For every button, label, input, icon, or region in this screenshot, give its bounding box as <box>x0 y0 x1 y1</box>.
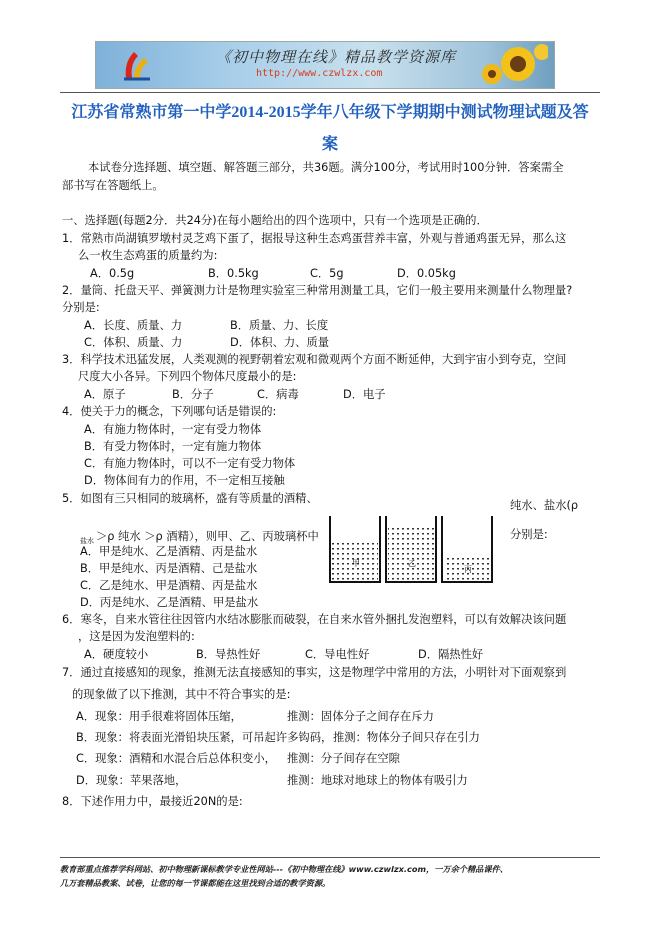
q5-right-text: 纯水、盐水(ρ <box>510 499 579 512</box>
site-logo-icon <box>120 48 154 82</box>
q2-option-c: C．体积、质量、力 <box>84 336 183 349</box>
beaker-label-jia: 甲 <box>352 559 360 568</box>
section-heading: 一、选择题(每题2分．共24分)在每小题给出的四个选项中，只有一个选项是正确的． <box>62 214 488 227</box>
q3-option-a: A．原子 <box>84 388 126 401</box>
q5-option-d: D．丙是纯水、乙是酒精、甲是盐水 <box>80 596 259 609</box>
beaker-label-bing: 丙 <box>464 565 472 574</box>
q4-line1: 4．使关于力的概念，下列哪句话是错误的: <box>62 405 277 418</box>
q5-line2: ＞ρ 纯水 ＞ρ 酒精），则甲、乙、丙玻璃杯中 <box>96 530 319 543</box>
q2-option-d: D．体积、力、质量 <box>230 336 330 349</box>
q5-line2-right: 分别是: <box>510 528 548 541</box>
intro-line1: 本试卷分选择题、填空题、解答题三部分，共36题。满分100分，考试用时100分钟．答案需全 <box>88 161 564 174</box>
q2-option-a: A．长度、质量、力 <box>84 319 183 332</box>
q5-option-b: B．甲是纯水、丙是酒精、己是盐水 <box>80 562 258 575</box>
q4-option-a: A．有施力物体时，一定有受力物体 <box>84 423 262 436</box>
q7-option-b-phenomenon: B．现象：将表面光滑铅块压紧，可吊起许多钩码， <box>76 731 333 744</box>
q1-line2: 么一枚生态鸡蛋的质量约为: <box>78 249 218 262</box>
beaker-jia <box>330 516 380 582</box>
q6-option-b: B．导热性好 <box>196 648 261 661</box>
q7-option-b-inference: 推测：物体分子间只存在引力 <box>333 731 480 744</box>
q3-option-b: B．分子 <box>172 388 214 401</box>
q2-option-b: B．质量、力、长度 <box>230 319 329 332</box>
sunflower-icon <box>478 44 548 86</box>
q7-option-c-phenomenon: C．现象：酒精和水混合后总体积变小， <box>76 752 276 765</box>
q5-option-c: C．乙是纯水、甲是酒精、丙是盐水 <box>80 579 258 592</box>
footer-line2: 几万套精品教案、试卷，让您的每一节课都能在这里找到合适的教学资源。 <box>60 878 331 888</box>
footer-rule <box>60 857 600 858</box>
q7-line1: 7．通过直接感知的现象，推测无法直接感知的事实，这是物理学中常用的方法，小明针对下面观察到 <box>62 666 567 679</box>
q7-option-d-inference: 推测：地球对地球上的物体有吸引力 <box>287 774 468 787</box>
q3-line1: 3．科学技术迅猛发展，人类观测的视野朝着宏观和微观两个方面不断延伸，大到宇宙小到夸克，空间 <box>62 353 567 366</box>
banner-title: 《初中物理在线》精品教学资源库 <box>216 48 457 66</box>
q4-option-d: D．物体间有力的作用，不一定相互接触 <box>84 474 285 487</box>
beaker-label-yi: 乙 <box>408 559 416 568</box>
q5-density-subscript: 盐水 <box>80 537 94 545</box>
q6-line2: ，这是因为发泡塑料的: <box>78 630 195 643</box>
footer <box>60 862 605 890</box>
q1-option-a: A．0.5g <box>90 267 135 280</box>
q1-option-c: C．5g <box>310 267 344 280</box>
q7-option-c-inference: 推测：分子间存在空隙 <box>287 752 400 765</box>
q1-line1: 1．常熟市尚湖镇罗墩村灵芝鸡下蛋了，据报导这种生态鸡蛋营养丰富，外观与普通鸡蛋无异，那么这 <box>62 232 567 245</box>
q3-option-d: D．电子 <box>343 388 386 401</box>
document-title <box>62 97 598 161</box>
q2-line1: 2．量筒、托盘天平、弹簧测力计是物理实验室三种常用测量工具，它们一般主要用来测量什么物理量? <box>62 284 573 297</box>
q6-line1: 6．寒冬，自来水管往往因管内水结冰膨胀而破裂，在自来水管外捆扎发泡塑料，可以有效解决该问题 <box>62 613 567 626</box>
q4-option-b: B．有受力物体时，一定有施力物体 <box>84 440 262 453</box>
q6-option-a: A．硬度较小 <box>84 648 149 661</box>
three-beakers-figure <box>326 512 496 584</box>
q2-line2: 分别是: <box>62 301 100 314</box>
q3-option-c: C．病毒 <box>257 388 299 401</box>
footer-line1: 教育部重点推荐学科网站、初中物理新课标教学专业性网站---《初中物理在线》www.czwlzx.com，一万余个精品课件、 <box>60 864 508 874</box>
header-banner <box>95 41 555 89</box>
beaker-yi <box>386 516 436 582</box>
q6-option-c: C．导电性好 <box>305 648 370 661</box>
intro-line2: 部书写在答题纸上。 <box>62 179 164 192</box>
q7-option-a-inference: 推测：固体分子之间存在斥力 <box>287 710 434 723</box>
document-title-line2: 案 <box>321 136 338 153</box>
q8-line1: 8．下述作用力中，最接近20N的是: <box>62 795 243 808</box>
q5-option-a: A．甲是纯水、乙是酒精、丙是盐水 <box>80 545 258 558</box>
banner-url: http://www.czwlzx.com <box>256 68 383 79</box>
q7-line2: 的现象做了以下推测，其中不符合事实的是: <box>72 688 291 701</box>
q6-option-d: D．隔热性好 <box>418 648 484 661</box>
q5-line1: 5．如图有三只相同的玻璃杯，盛有等质量的酒精、 <box>62 492 318 505</box>
header-rule <box>60 92 600 93</box>
q7-option-d-phenomenon: D．现象：苹果落地， <box>76 774 187 787</box>
q7-option-a-phenomenon: A．现象：用手很难将固体压缩， <box>76 710 242 723</box>
q1-option-b: B．0.5kg <box>208 267 259 280</box>
q3-line2: 尺度大小各异。下列四个物体尺度最小的是: <box>78 370 297 383</box>
q1-option-d: D．0.05kg <box>397 267 456 280</box>
document-title-line1: 江苏省常熟市第一中学2014-2015学年八年级下学期期中测试物理试题及答 <box>71 104 589 121</box>
q4-option-c: C．有施力物体时，可以不一定有受力物体 <box>84 457 296 470</box>
